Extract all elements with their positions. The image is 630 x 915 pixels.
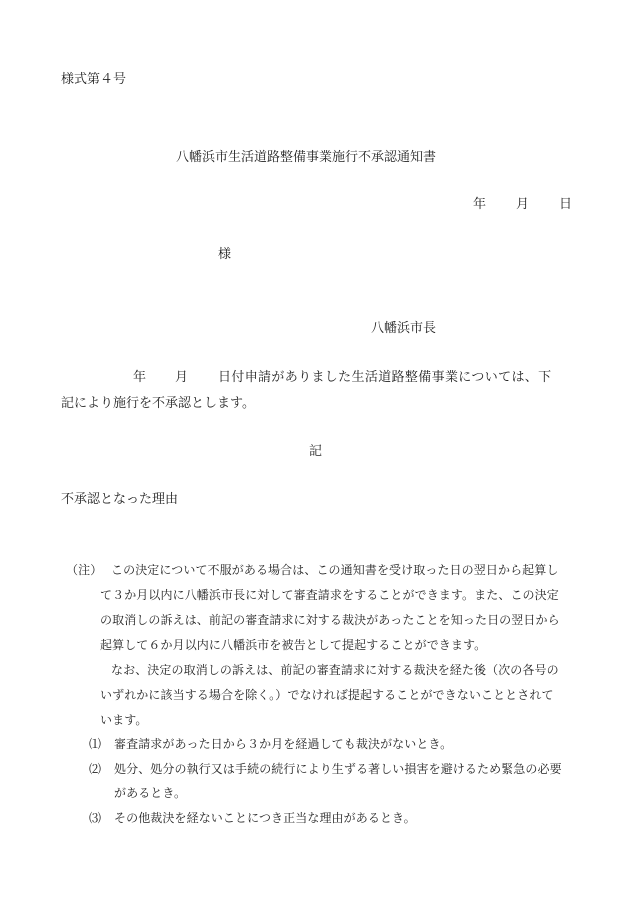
note-item-text: 処分、処分の執行又は手続の続行により生ずる著しい損害を避けるため緊急の必要 [114,762,562,776]
note-line-6: いずれかに該当する場合を除く。）でなければ提起することができないこととされて [100,688,554,702]
note-item-number: ⑶ [89,811,102,825]
note-item-text: その他裁決を経ないことにつき正当な理由があるとき。 [114,811,416,825]
note-item-text: 審査請求があった日から３か月を経過しても裁決がないとき。 [114,737,453,751]
date-year: 年 [473,197,487,212]
note-item-number: ⑴ [89,737,102,751]
note-line-7: います。 [100,713,148,727]
note-item-number: ⑵ [89,762,102,776]
reason-heading: 不承認となった理由 [61,492,179,507]
form-number: 様式第４号 [61,72,127,87]
ki-heading: 記 [309,444,323,459]
note-line-2: て３か月以内に八幡浜市長に対して審査請求をすることができます。また、この決定 [100,588,559,602]
note-line-3: の取消しの訴えは、前記の審査請求に対する裁決があったことを知った日の翌日から [100,613,560,627]
note-item-continuation: があるとき。 [114,786,187,800]
note-line-1: この決定について不服がある場合は、この通知書を受け取った日の翌日から起算し [111,563,559,577]
document-title: 八幡浜市生活道路整備事業施行不承認通知書 [176,150,437,165]
issuer: 八幡浜市長 [371,321,437,336]
date-day: 日 [559,197,573,212]
body-month: 月 [175,370,189,385]
body-line2: 記により施行を不承認とします。 [61,396,255,411]
note-line-5: なお、決定の取消しの訴えは、前記の審査請求に対する裁決を経た後（次の各号の [111,663,559,677]
date-month: 月 [516,197,530,212]
note-label: （注） [66,563,103,577]
note-line-4: 起算して６か月以内に八幡浜市を被告として提起することができます。 [100,638,487,652]
addressee-suffix: 様 [218,247,232,262]
body-year: 年 [133,370,147,385]
body-line1-rest: 日付申請がありました生活道路整備事業については、下 [218,370,552,385]
